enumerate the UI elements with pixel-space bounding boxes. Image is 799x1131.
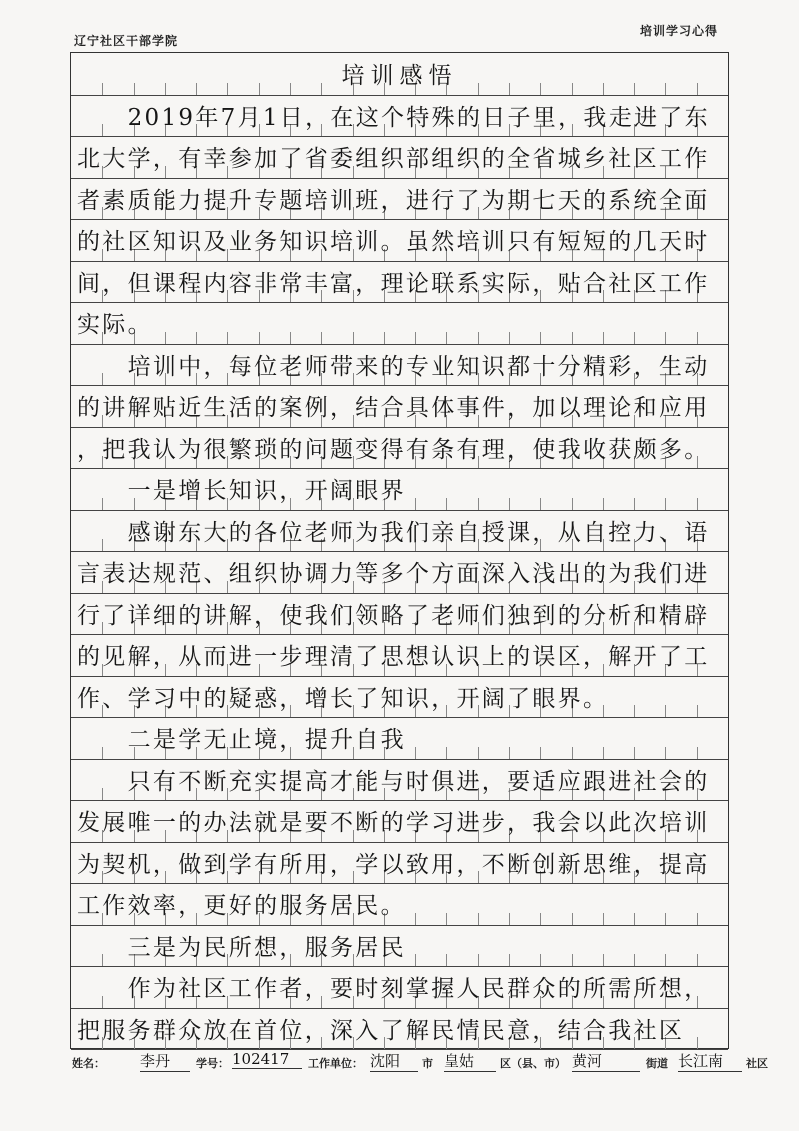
handwritten-line: 实际。 xyxy=(77,312,153,338)
street-label: 街道 xyxy=(646,1057,668,1070)
handwritten-line: 一是增长知识，开阔眼界 xyxy=(77,478,406,504)
ruled-line xyxy=(71,551,728,552)
ruled-line xyxy=(71,966,728,967)
handwritten-line: 感谢东大的各位老师为我们亲自授课，从自控力、语 xyxy=(77,519,710,546)
ruled-line xyxy=(71,136,728,137)
district-label: 区（县、市） xyxy=(500,1057,566,1070)
ruled-line xyxy=(71,427,728,428)
name-value: 李丹 xyxy=(140,1050,190,1072)
handwritten-line: 行了详细的讲解，使我们领略了老师们独到的分析和精辟 xyxy=(77,602,710,629)
handwritten-line: 言表达规范、组织协调力等多个方面深入浅出的为我们进 xyxy=(77,561,710,587)
handwritten-line: 培训中，每位老师带来的专业知识都十分精彩，生动 xyxy=(77,353,710,380)
ruled-line xyxy=(71,759,728,760)
id-label: 学号： xyxy=(196,1057,229,1070)
lined-writing-area xyxy=(70,52,729,1049)
ruled-line xyxy=(71,178,728,179)
ruled-line xyxy=(71,302,728,303)
student-info-footer xyxy=(72,1051,772,1071)
document-type: 培训学习心得 xyxy=(640,24,719,38)
ruled-line xyxy=(71,468,728,469)
district-value: 皇姑 xyxy=(444,1050,496,1072)
ruled-line xyxy=(71,800,728,801)
ruled-line xyxy=(71,261,728,262)
ruled-line xyxy=(71,385,728,386)
ruled-line xyxy=(71,634,728,635)
handwritten-line: 只有不断充实提高才能与时俱进，要适应跟进社会的 xyxy=(77,768,710,795)
ruled-line xyxy=(71,1008,728,1009)
handwritten-line: 间，但课程内容非常丰富，理论联系实际，贴合社区工作 xyxy=(77,270,710,297)
handwritten-line: 的社区知识及业务知识培训。虽然培训只有短短的几天时 xyxy=(77,229,710,255)
handwritten-line: 把服务群众放在首位，深入了解民情民意，结合我社区 xyxy=(77,1017,685,1044)
ruled-line xyxy=(71,510,728,511)
handwritten-line: ，把我认为很繁琐的问题变得有条有理，使我收获颇多。 xyxy=(77,436,710,463)
ruled-line xyxy=(71,717,728,718)
handwritten-line: 北大学，有幸参加了省委组织部组织的全省城乡社区工作 xyxy=(77,146,710,172)
handwritten-line: 发展唯一的办法就是要不断的学习进步，我会以此次培训 xyxy=(77,810,710,836)
ruled-line xyxy=(71,593,728,594)
handwritten-line: 二是学无止境，提升自我 xyxy=(77,727,406,753)
ruled-line xyxy=(71,883,728,884)
community-label: 社区 xyxy=(746,1057,768,1070)
city-value: 沈阳 xyxy=(370,1050,418,1072)
handwritten-line: 作、学习中的疑惑，增长了知识，开阔了眼界。 xyxy=(77,685,609,712)
institution-name: 辽宁社区干部学院 xyxy=(74,34,179,48)
city-label: 市 xyxy=(422,1057,433,1070)
handwritten-line: 者素质能力提升专题培训班，进行了为期七天的系统全面 xyxy=(77,187,710,214)
handwritten-line: 的讲解贴近生活的案例，结合具体事件，加以理论和应用 xyxy=(77,395,710,421)
street-value: 黄河 xyxy=(572,1050,640,1072)
handwritten-line: 的见解，从而进一步理清了思想认识上的误区，解开了工 xyxy=(77,644,710,670)
ruled-line xyxy=(71,676,728,677)
handwritten-line: 为契机，做到学有所用，学以致用，不断创新思维，提高 xyxy=(77,851,710,878)
unit-label: 工作单位： xyxy=(308,1057,363,1070)
ruled-line xyxy=(71,842,728,843)
name-label: 姓名： xyxy=(72,1057,105,1070)
ruled-line xyxy=(71,95,728,96)
community-value: 长江南 xyxy=(678,1050,742,1072)
essay-title: 培训感悟 xyxy=(341,63,458,89)
handwritten-line: 工作效率，更好的服务居民。 xyxy=(77,893,406,919)
id-value: 102417 xyxy=(232,1050,302,1069)
ruled-line xyxy=(71,925,728,926)
handwritten-line: 2019年7月1日，在这个特殊的日子里，我走进了东 xyxy=(77,104,710,131)
handwritten-line: 作为社区工作者，要时刻掌握人民群众的所需所想， xyxy=(77,976,710,1002)
ruled-line xyxy=(71,219,728,220)
ruled-line xyxy=(71,344,728,345)
handwritten-line: 三是为民所想，服务居民 xyxy=(77,934,406,961)
